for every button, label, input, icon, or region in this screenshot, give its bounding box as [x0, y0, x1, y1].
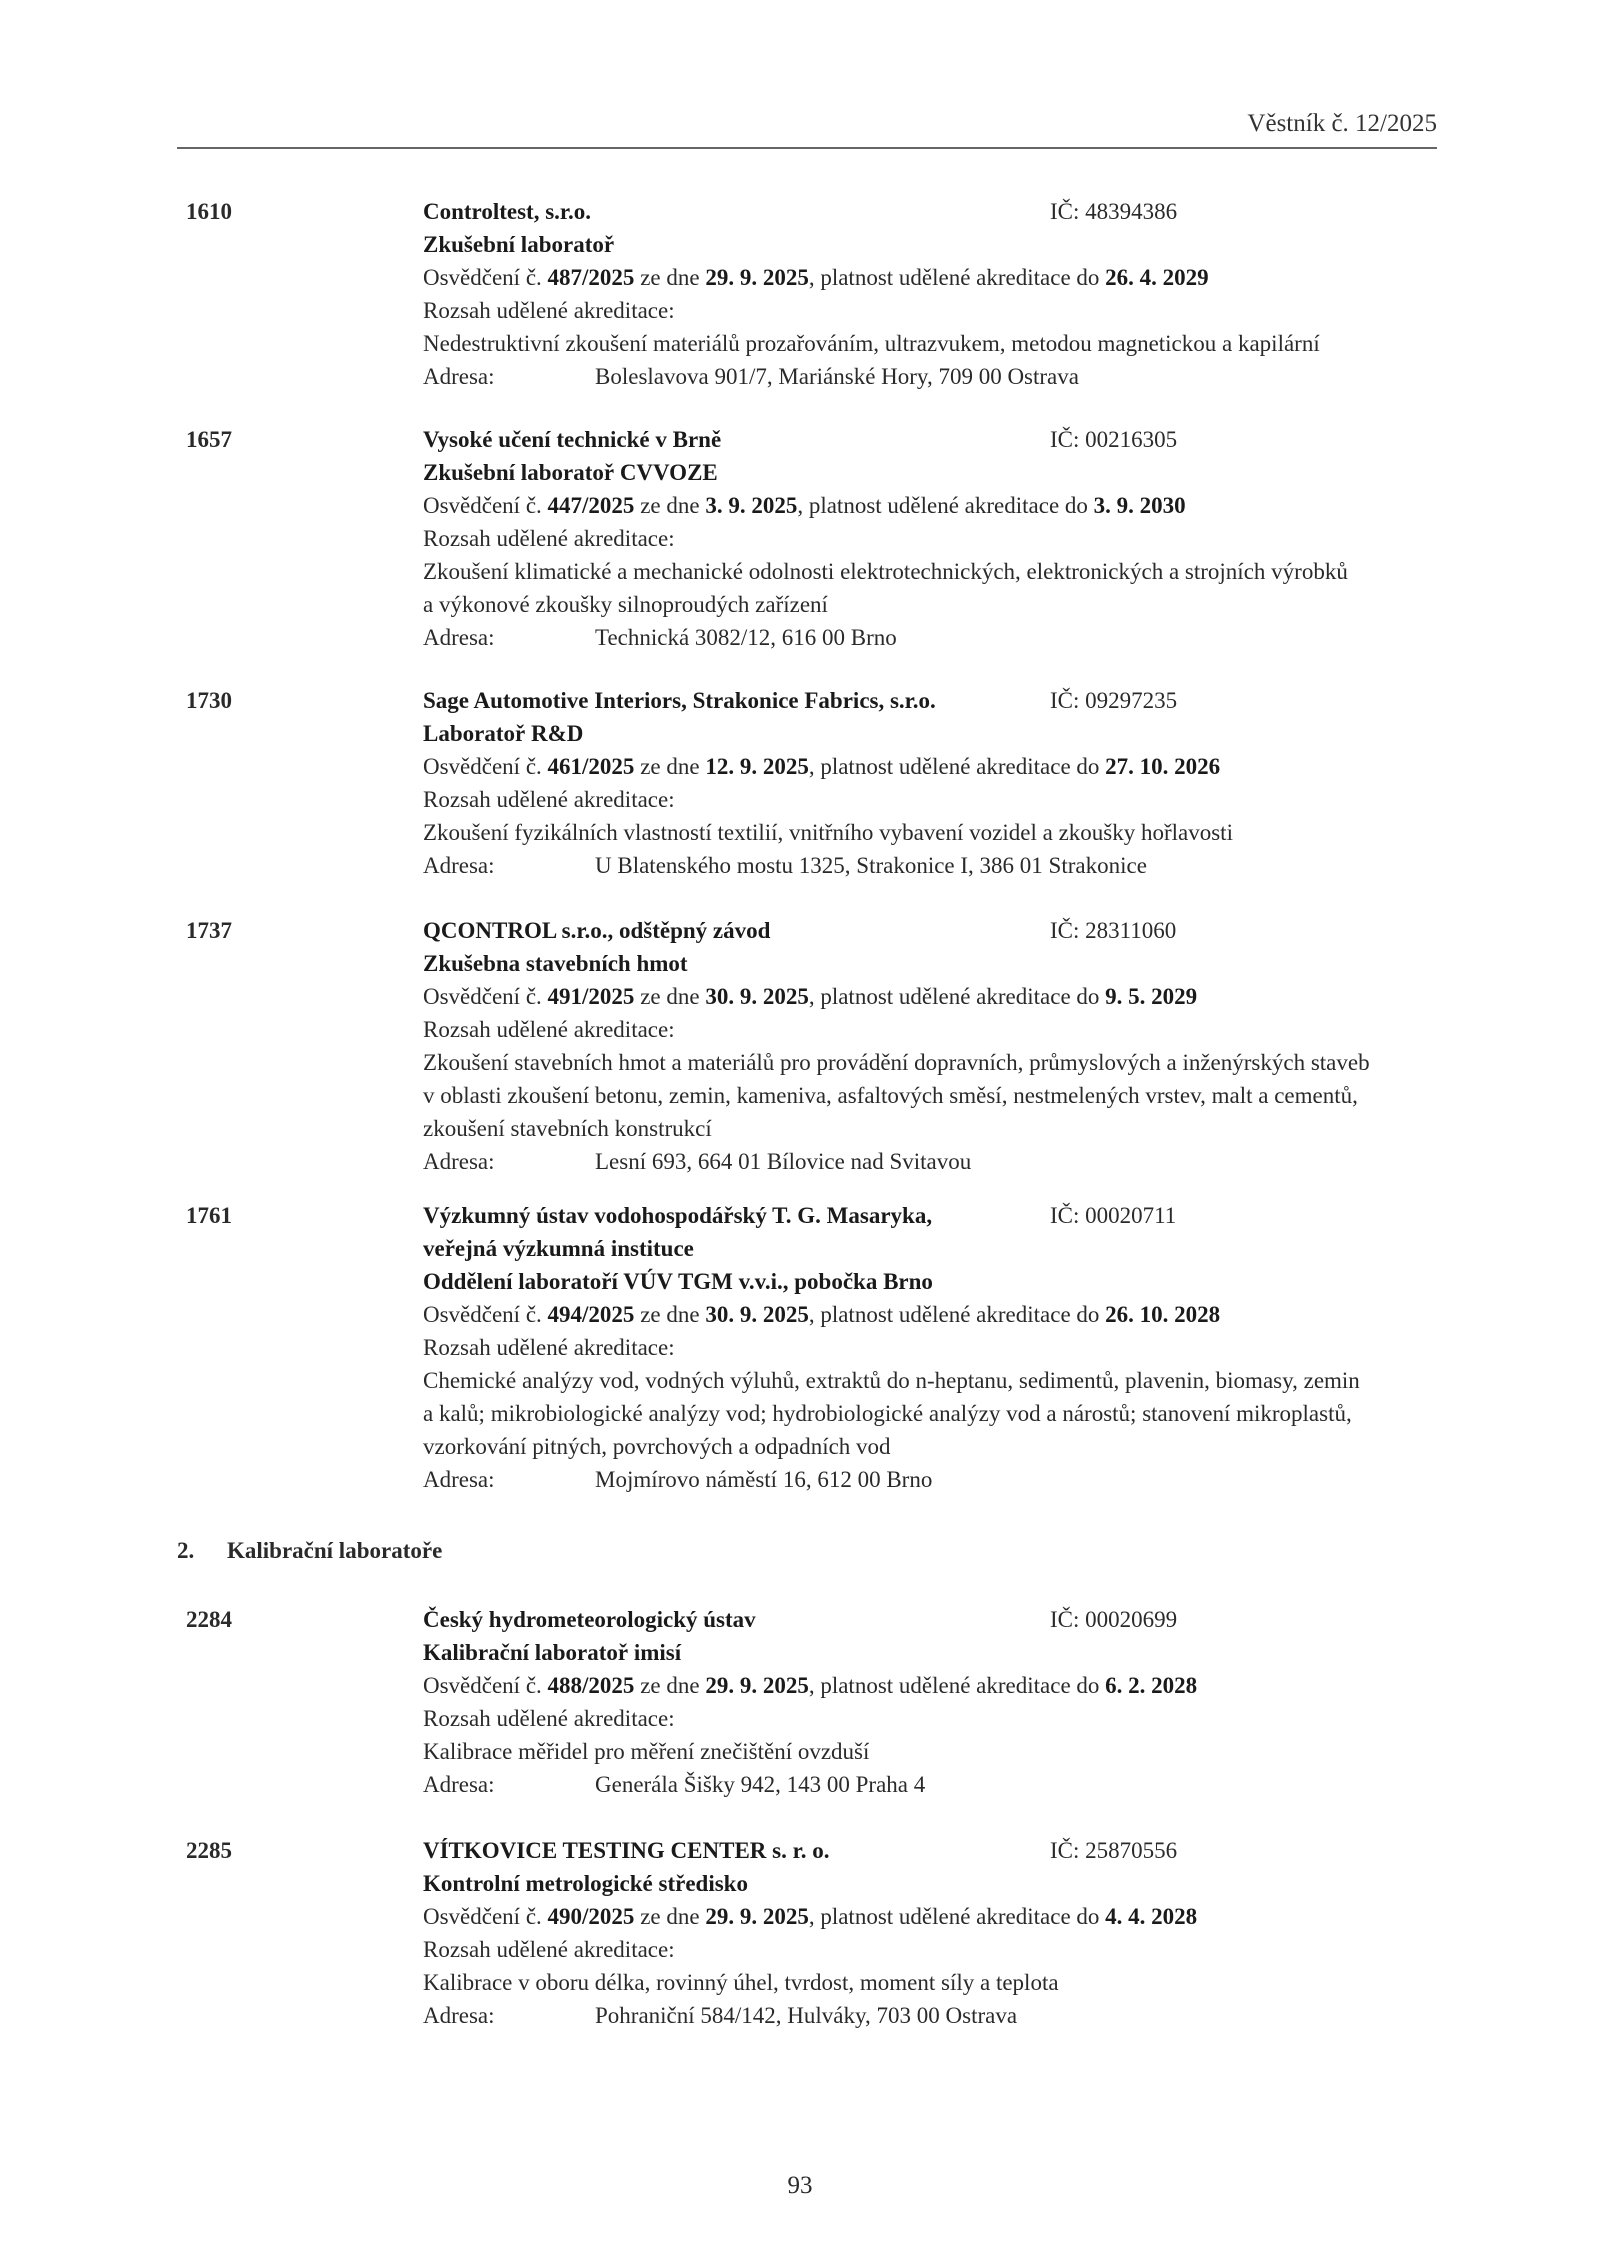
entry-number: 1657 [186, 427, 232, 452]
scope-text: zkoušení stavebních konstrukcí [423, 1116, 712, 1141]
scope-label: Rozsah udělené akreditace: [423, 1706, 675, 1731]
certificate-line [423, 489, 1443, 522]
scope-label: Rozsah udělené akreditace: [423, 298, 675, 323]
validity-date: 27. 10. 2026 [1105, 754, 1221, 779]
issued-label: ze dne [634, 265, 706, 290]
certificate-number: 447/2025 [547, 493, 635, 518]
laboratory-name: Laboratoř R&D [423, 721, 584, 746]
laboratory-name: Kontrolní metrologické středisko [423, 1871, 748, 1896]
issue-date: 12. 9. 2025 [705, 754, 809, 779]
entry-number: 1610 [186, 199, 232, 224]
address-line [423, 621, 1443, 654]
organization-name: Český hydrometeorologický ústav [423, 1607, 756, 1632]
issued-label: ze dne [634, 1302, 706, 1327]
laboratory-name: Oddělení laboratoří VÚV TGM v.v.i., pobočka Brno [423, 1269, 933, 1294]
section-number: 2. [177, 1538, 195, 1563]
address-value: Lesní 693, 664 01 Bílovice nad Svitavou [595, 1149, 972, 1174]
address-line [423, 1463, 1443, 1496]
certificate-line [423, 980, 1443, 1013]
company-id: IČ: 28311060 [1050, 918, 1177, 943]
certificate-label: Osvědčení č. [423, 265, 548, 290]
address-value: Mojmírovo náměstí 16, 612 00 Brno [595, 1467, 933, 1492]
validity-label: , platnost udělené akreditace do [808, 1302, 1106, 1327]
entry-body [423, 1603, 1443, 1801]
address-label: Adresa: [423, 1772, 495, 1797]
entry-body [423, 195, 1443, 393]
issue-date: 30. 9. 2025 [705, 1302, 809, 1327]
scope-text: Kalibrace měřidel pro měření znečištění ovzduší [423, 1739, 870, 1764]
certificate-label: Osvědčení č. [423, 1904, 548, 1929]
scope-text: a výkonové zkoušky silnoproudých zařízení [423, 592, 828, 617]
section-title: Kalibrační laboratoře [227, 1538, 443, 1563]
entry-number: 1737 [186, 918, 232, 943]
issued-label: ze dne [634, 984, 706, 1009]
certificate-line [423, 1298, 1443, 1331]
certificate-number: 488/2025 [547, 1673, 635, 1698]
scope-text: Kalibrace v oboru délka, rovinný úhel, tvrdost, moment síly a teplota [423, 1970, 1059, 1995]
organization-name: veřejná výzkumná instituce [423, 1236, 694, 1261]
certificate-line [423, 1900, 1443, 1933]
address-label: Adresa: [423, 853, 495, 878]
journal-header-title: Věstník č. 12/2025 [1247, 110, 1437, 137]
certificate-label: Osvědčení č. [423, 1302, 548, 1327]
organization-name: Výzkumný ústav vodohospodářský T. G. Masaryka, [423, 1203, 933, 1228]
scope-label: Rozsah udělené akreditace: [423, 1017, 675, 1042]
organization-name: QCONTROL s.r.o., odštěpný závod [423, 918, 771, 943]
address-line [423, 1145, 1443, 1178]
validity-date: 26. 10. 2028 [1105, 1302, 1221, 1327]
address-value: Technická 3082/12, 616 00 Brno [595, 625, 897, 650]
header-divider [177, 147, 1437, 149]
address-label: Adresa: [423, 625, 495, 650]
certificate-line [423, 1669, 1443, 1702]
scope-text: Zkoušení fyzikálních vlastností textilií, vnitřního vybavení vozidel a zkoušky hořlavosti [423, 820, 1233, 845]
certificate-number: 494/2025 [547, 1302, 635, 1327]
scope-label: Rozsah udělené akreditace: [423, 1335, 675, 1360]
entry-body [423, 1834, 1443, 2032]
scope-label: Rozsah udělené akreditace: [423, 1937, 675, 1962]
issue-date: 3. 9. 2025 [705, 493, 798, 518]
certificate-number: 487/2025 [547, 265, 635, 290]
certificate-label: Osvědčení č. [423, 493, 548, 518]
validity-label: , platnost udělené akreditace do [808, 984, 1106, 1009]
scope-text: a kalů; mikrobiologické analýzy vod; hydrobiologické analýzy vod a nárostů; stanovení mikroplastů, [423, 1401, 1352, 1426]
entry-number: 1761 [186, 1203, 232, 1228]
company-id: IČ: 09297235 [1050, 688, 1178, 713]
certificate-number: 490/2025 [547, 1904, 635, 1929]
scope-label: Rozsah udělené akreditace: [423, 526, 675, 551]
organization-name: Sage Automotive Interiors, Strakonice Fabrics, s.r.o. [423, 688, 936, 713]
laboratory-name: Kalibrační laboratoř imisí [423, 1640, 682, 1665]
validity-label: , platnost udělené akreditace do [808, 754, 1106, 779]
entry-number: 1730 [186, 688, 232, 713]
scope-text: Nedestruktivní zkoušení materiálů prozařováním, ultrazvukem, metodou magnetickou a kapilární [423, 331, 1320, 356]
address-value: Generála Šišky 942, 143 00 Praha 4 [595, 1772, 926, 1797]
address-label: Adresa: [423, 364, 495, 389]
entry-body [423, 684, 1443, 882]
issued-label: ze dne [634, 1904, 706, 1929]
scope-text: Chemické analýzy vod, vodných výluhů, extraktů do n-heptanu, sedimentů, plavenin, biomasy, zemin [423, 1368, 1360, 1393]
entry-number: 2284 [186, 1607, 232, 1632]
scope-label: Rozsah udělené akreditace: [423, 787, 675, 812]
certificate-line [423, 750, 1443, 783]
issued-label: ze dne [634, 1673, 706, 1698]
entry-number: 2285 [186, 1838, 232, 1863]
organization-name: Vysoké učení technické v Brně [423, 427, 722, 452]
issued-label: ze dne [634, 754, 706, 779]
address-value: Boleslavova 901/7, Mariánské Hory, 709 00 Ostrava [595, 364, 1079, 389]
laboratory-name: Zkušebna stavebních hmot [423, 951, 688, 976]
page-number: 93 [787, 2172, 813, 2199]
address-line [423, 1999, 1443, 2032]
section-heading [177, 1538, 442, 1564]
issued-label: ze dne [634, 493, 706, 518]
address-value: U Blatenského mostu 1325, Strakonice I, 386 01 Strakonice [595, 853, 1147, 878]
certificate-number: 461/2025 [547, 754, 635, 779]
organization-name: Controltest, s.r.o. [423, 199, 592, 224]
certificate-label: Osvědčení č. [423, 984, 548, 1009]
validity-date: 26. 4. 2029 [1105, 265, 1209, 290]
validity-date: 6. 2. 2028 [1105, 1673, 1198, 1698]
company-id: IČ: 00020699 [1050, 1607, 1178, 1632]
validity-label: , platnost udělené akreditace do [808, 1904, 1106, 1929]
address-label: Adresa: [423, 1149, 495, 1174]
issue-date: 29. 9. 2025 [705, 1673, 809, 1698]
address-value: Pohraniční 584/142, Hulváky, 703 00 Ostrava [595, 2003, 1018, 2028]
certificate-number: 491/2025 [547, 984, 635, 1009]
validity-label: , platnost udělené akreditace do [808, 265, 1106, 290]
entry-body [423, 423, 1443, 654]
address-line [423, 1768, 1443, 1801]
issue-date: 29. 9. 2025 [705, 265, 809, 290]
organization-name: VÍTKOVICE TESTING CENTER s. r. o. [423, 1838, 830, 1863]
address-label: Adresa: [423, 1467, 495, 1492]
laboratory-name: Zkušební laboratoř CVVOZE [423, 460, 718, 485]
company-id: IČ: 25870556 [1050, 1838, 1178, 1863]
company-id: IČ: 48394386 [1050, 199, 1178, 224]
scope-text: Zkoušení klimatické a mechanické odolnosti elektrotechnických, elektronických a strojních výrobků [423, 559, 1348, 584]
certificate-label: Osvědčení č. [423, 754, 548, 779]
validity-date: 4. 4. 2028 [1105, 1904, 1198, 1929]
address-line [423, 360, 1443, 393]
entry-body [423, 914, 1443, 1178]
company-id: IČ: 00020711 [1050, 1203, 1177, 1228]
issue-date: 30. 9. 2025 [705, 984, 809, 1009]
certificate-label: Osvědčení č. [423, 1673, 548, 1698]
company-id: IČ: 00216305 [1050, 427, 1178, 452]
scope-text: v oblasti zkoušení betonu, zemin, kameniva, asfaltových směsí, nestmelených vrstev, malt a cementů, [423, 1083, 1358, 1108]
address-label: Adresa: [423, 2003, 495, 2028]
laboratory-name: Zkušební laboratoř [423, 232, 615, 257]
scope-text: Zkoušení stavebních hmot a materiálů pro provádění dopravních, průmyslových a inženýrských staveb [423, 1050, 1370, 1075]
validity-label: , platnost udělené akreditace do [797, 493, 1094, 518]
issue-date: 29. 9. 2025 [705, 1904, 809, 1929]
scope-text: vzorkování pitných, povrchových a odpadních vod [423, 1434, 891, 1459]
certificate-line [423, 261, 1443, 294]
address-line [423, 849, 1443, 882]
validity-label: , platnost udělené akreditace do [808, 1673, 1106, 1698]
validity-date: 9. 5. 2029 [1105, 984, 1198, 1009]
entry-body [423, 1199, 1443, 1496]
validity-date: 3. 9. 2030 [1093, 493, 1186, 518]
